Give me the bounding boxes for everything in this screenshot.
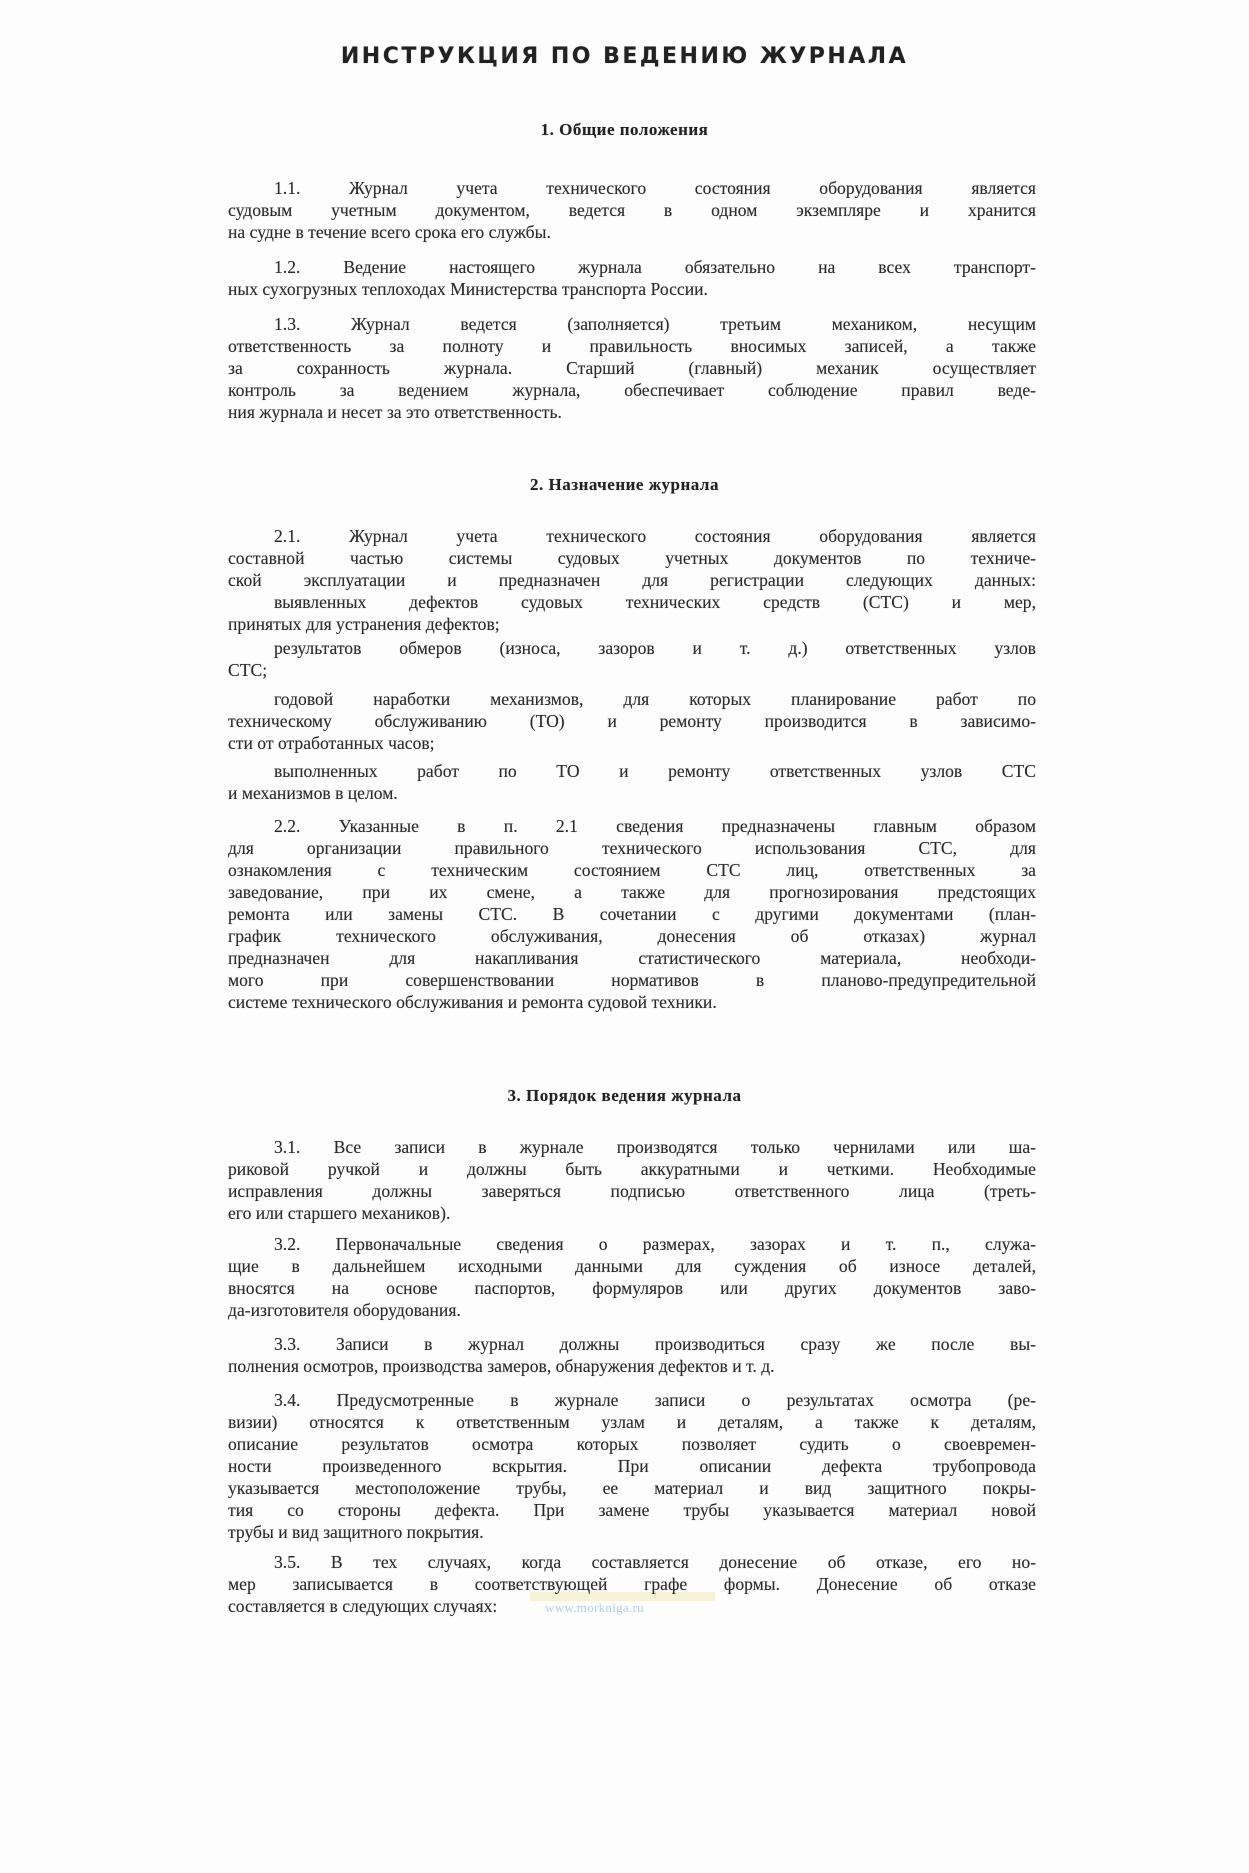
- text-line: 3.1. Все записи в журнале производятся только чернилами или ша-: [274, 1137, 1036, 1157]
- list-item-measurements: [228, 637, 1036, 681]
- text-line: системе технического обслуживания и ремонта судовой техники.: [228, 992, 717, 1012]
- text-line: ознакомления с техническим состоянием СТС лиц, ответственных за: [228, 860, 1036, 880]
- section-heading-2: 2. Назначение журнала: [530, 475, 719, 494]
- text-line: техническому обслуживанию (ТО) и ремонту производится в зависимо-: [228, 711, 1036, 731]
- text-line: мер записывается в соответствующей графе формы. Донесение об отказе: [228, 1574, 1036, 1594]
- text-line: 1.1. Журнал учета технического состояния оборудования является: [274, 178, 1036, 198]
- text-line: контроль за ведением журнала, обеспечивает соблюдение правил веде-: [228, 380, 1036, 400]
- text-line: СТС;: [228, 660, 268, 680]
- text-line: результатов обмеров (износа, зазоров и т. д.) ответственных узлов: [274, 638, 1036, 658]
- text-line: и механизмов в целом.: [228, 783, 398, 803]
- text-line: на судне в течение всего срока его службы.: [228, 222, 551, 242]
- document-title: ИНСТРУКЦИЯ ПО ВЕДЕНИЮ ЖУРНАЛА: [340, 44, 909, 69]
- text-line: трубы и вид защитного покрытия.: [228, 1522, 484, 1542]
- text-line: 3.5. В тех случаях, когда составляется донесение об отказе, его но-: [274, 1552, 1036, 1572]
- text-line: 3.3. Записи в журнал должны производиться сразу же после вы-: [274, 1334, 1036, 1354]
- list-item-completed-works: [228, 760, 1036, 804]
- text-line: 3.2. Первоначальные сведения о размерах, зазорах и т. п., служа-: [274, 1234, 1036, 1254]
- paragraph-1-3: [228, 313, 1036, 423]
- text-line: его или старшего механиков).: [228, 1203, 451, 1223]
- text-line: ности произведенного вскрытия. При описании дефекта трубопровода: [228, 1456, 1036, 1476]
- text-line: визии) относятся к ответственным узлам и деталям, а также к деталям,: [228, 1412, 1036, 1432]
- text-line: выявленных дефектов судовых технических средств (СТС) и мер,: [274, 592, 1036, 612]
- text-line: для организации правильного технического использования СТС, для: [228, 838, 1036, 858]
- text-line: сти от отработанных часов;: [228, 733, 435, 753]
- text-line: мого при совершенствовании нормативов в планово-предупредительной: [228, 970, 1036, 990]
- text-line: судовым учетным документом, ведется в одном экземпляре и хранится: [228, 200, 1036, 220]
- text-line: исправления должны заверяться подписью ответственного лица (треть-: [228, 1181, 1036, 1201]
- text-line: годовой наработки механизмов, для которых планирование работ по: [274, 689, 1036, 709]
- text-line: тия со стороны дефекта. При замене трубы указывается материал новой: [228, 1500, 1036, 1520]
- text-line: 3.4. Предусмотренные в журнале записи о результатах осмотра (ре-: [274, 1390, 1036, 1410]
- text-line: 1.3. Журнал ведется (заполняется) третьим механиком, несущим: [274, 314, 1036, 334]
- paragraph-2-2: [228, 815, 1036, 1013]
- list-item-operating-hours: [228, 688, 1036, 754]
- paragraph-3-3: [228, 1333, 1036, 1377]
- text-line: за сохранность журнала. Старший (главный) механик осуществляет: [228, 358, 1036, 378]
- text-line: 1.2. Ведение настоящего журнала обязательно на всех транспорт-: [274, 257, 1036, 277]
- text-line: ответственность за полноту и правильность вносимых записей, а также: [228, 336, 1036, 356]
- watermark-text: www.morkniga.ru: [545, 1600, 644, 1615]
- section-heading-3: 3. Порядок ведения журнала: [507, 1086, 742, 1105]
- list-item-defects: [228, 591, 1036, 635]
- text-line: заведование, при их смене, а также для прогнозирования предстоящих: [228, 882, 1036, 902]
- paragraph-3-2: [228, 1233, 1036, 1321]
- text-line: указывается местоположение трубы, ее материал и вид защитного покры-: [228, 1478, 1036, 1498]
- text-line: ных сухогрузных теплоходах Министерства транспорта России.: [228, 279, 708, 299]
- paragraph-3-4: [228, 1389, 1036, 1543]
- text-line: принятых для устранения дефектов;: [228, 614, 500, 634]
- paragraph-3-1: [228, 1136, 1036, 1224]
- text-line: выполненных работ по ТО и ремонту ответственных узлов СТС: [274, 761, 1036, 781]
- section-heading-1: 1. Общие положения: [540, 120, 709, 139]
- text-line: полнения осмотров, производства замеров, обнаружения дефектов и т. д.: [228, 1356, 775, 1376]
- text-line: предназначен для накапливания статистического материала, необходи-: [228, 948, 1036, 968]
- paragraph-1-1: [228, 177, 1036, 243]
- text-line: ской эксплуатации и предназначен для регистрации следующих данных:: [228, 570, 1036, 590]
- text-line: составной частью системы судовых учетных документов по техниче-: [228, 548, 1036, 568]
- text-line: ремонта или замены СТС. В сочетании с другими документами (план-: [228, 904, 1036, 924]
- text-line: щие в дальнейшем исходными данными для суждения об износе деталей,: [228, 1256, 1036, 1276]
- text-line: описание результатов осмотра которых позволяет судить о своевремен-: [228, 1434, 1036, 1454]
- text-line: составляется в следующих случаях:: [228, 1596, 498, 1616]
- text-line: 2.1. Журнал учета технического состояния оборудования является: [274, 526, 1036, 546]
- paragraph-1-2: [228, 256, 1036, 300]
- paragraph-2-1: [228, 525, 1036, 591]
- text-line: риковой ручкой и должны быть аккуратными и четкими. Необходимые: [228, 1159, 1036, 1179]
- text-line: да-изготовителя оборудования.: [228, 1300, 461, 1320]
- text-line: ния журнала и несет за это ответственность.: [228, 402, 562, 422]
- text-line: график технического обслуживания, донесения об отказах) журнал: [228, 926, 1036, 946]
- text-line: вносятся на основе паспортов, формуляров или других документов заво-: [228, 1278, 1036, 1298]
- text-line: 2.2. Указанные в п. 2.1 сведения предназначены главным образом: [274, 816, 1036, 836]
